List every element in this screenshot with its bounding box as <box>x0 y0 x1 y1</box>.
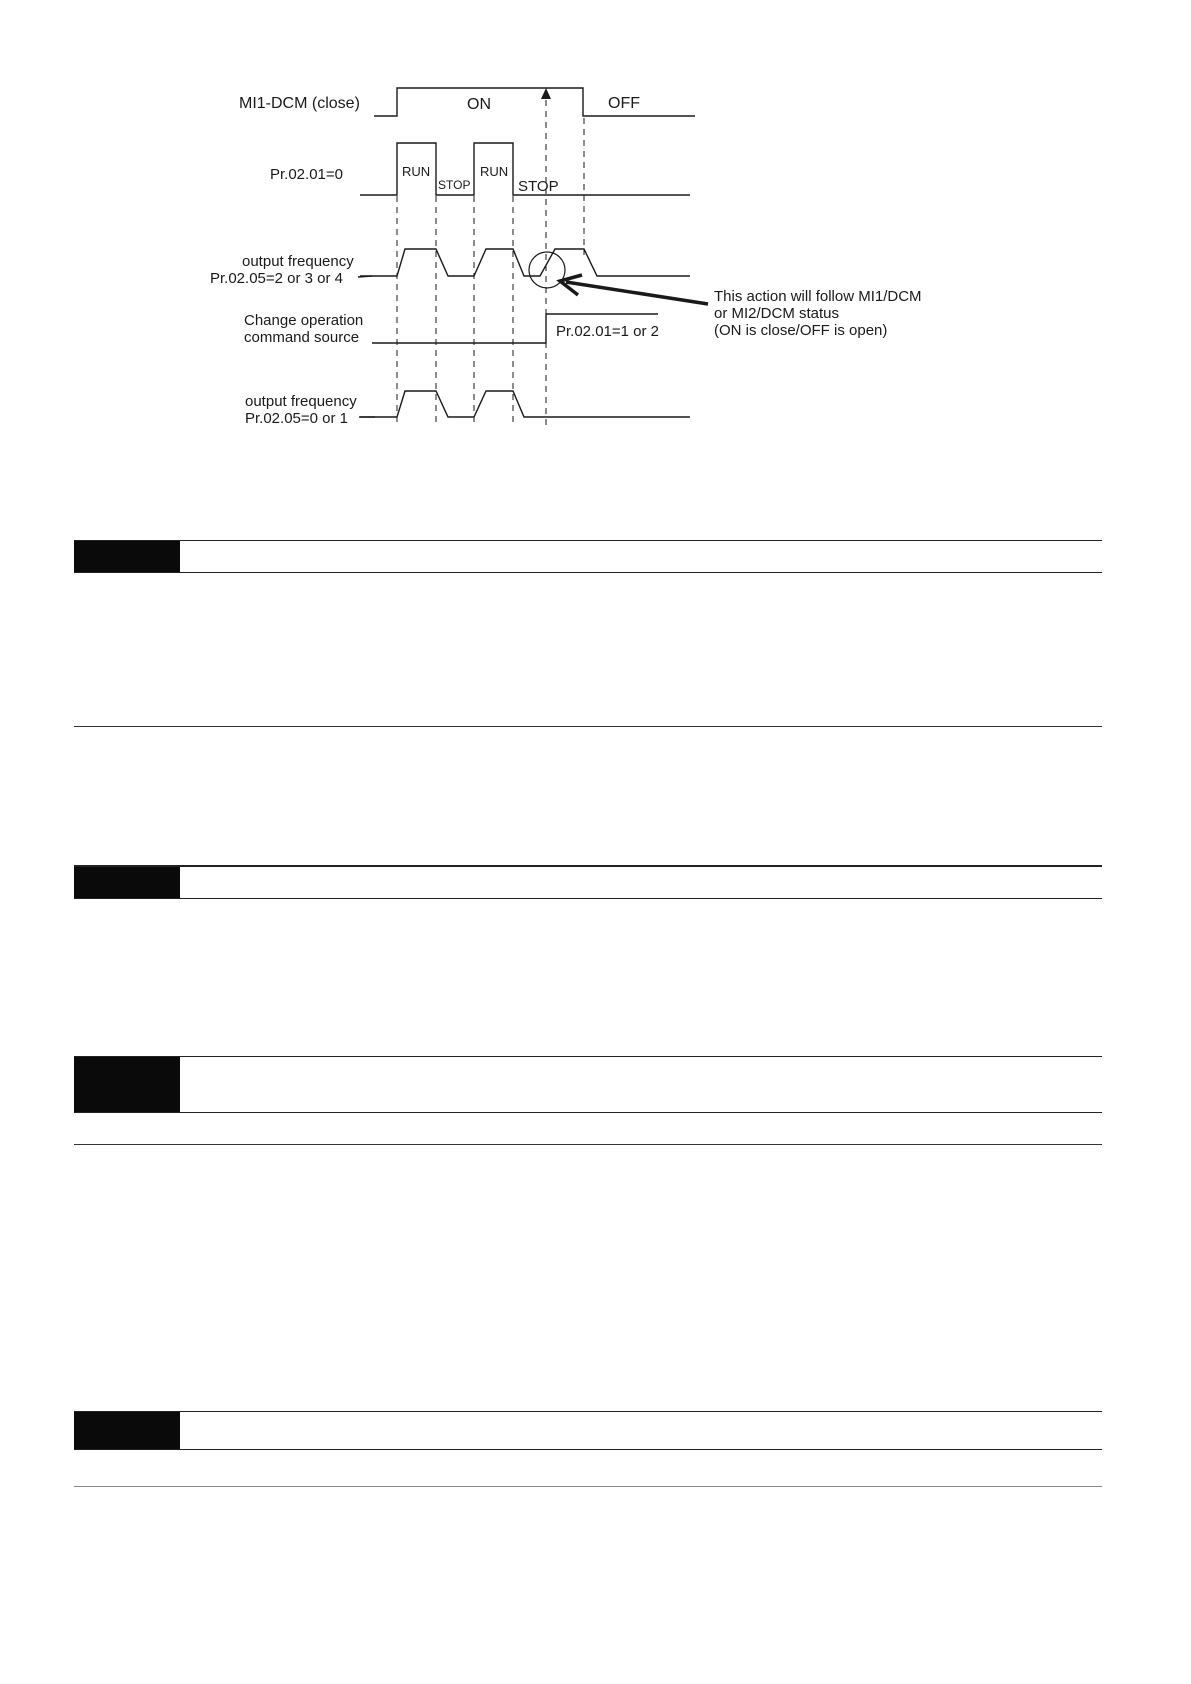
label-pr0201-zero: Pr.02.01=0 <box>270 166 343 183</box>
section-divider-1 <box>74 726 1102 727</box>
label-on: ON <box>467 96 491 113</box>
label-pr0205-b: Pr.02.05=0 or 1 <box>245 410 348 427</box>
output-frequency-a-waveform <box>360 249 690 276</box>
label-change-operation: Change operation <box>244 312 364 329</box>
callout-arrow <box>566 282 708 304</box>
section-divider-2 <box>74 1144 1102 1145</box>
timing-diagram <box>0 0 1191 470</box>
mi1-dcm-waveform <box>374 88 695 116</box>
label-off: OFF <box>608 95 640 112</box>
note-line-1: This action will follow MI1/DCM <box>714 288 922 305</box>
label-stop-1: STOP <box>438 178 471 192</box>
label-run-1: RUN <box>402 164 431 179</box>
label-output-frequency-a: output frequency <box>242 253 354 270</box>
label-pr0201-12: Pr.02.01=1 or 2 <box>556 323 659 340</box>
parameter-tab-4 <box>74 1412 180 1449</box>
label-stop-2: STOP <box>518 178 559 195</box>
label-mi1-dcm: MI1-DCM (close) <box>239 95 360 112</box>
parameter-header-3 <box>74 1056 1102 1113</box>
parameter-tab-3 <box>74 1057 180 1112</box>
label-output-frequency-b: output frequency <box>245 393 357 410</box>
up-arrow-icon <box>541 88 551 99</box>
label-run-2: RUN <box>480 164 509 179</box>
parameter-header-4 <box>74 1411 1102 1450</box>
parameter-tab-2 <box>74 867 180 898</box>
parameter-header-1 <box>74 540 1102 573</box>
note-line-3: (ON is close/OFF is open) <box>714 322 888 339</box>
parameter-tab-1 <box>74 541 180 572</box>
output-frequency-b-waveform <box>360 391 690 417</box>
page-footer-rule <box>74 1486 1102 1487</box>
label-pr0205-a: Pr.02.05=2 or 3 or 4 <box>210 270 344 287</box>
label-command-source: command source <box>244 329 360 346</box>
note-line-2: or MI2/DCM status <box>714 305 840 322</box>
parameter-header-2 <box>74 865 1102 899</box>
